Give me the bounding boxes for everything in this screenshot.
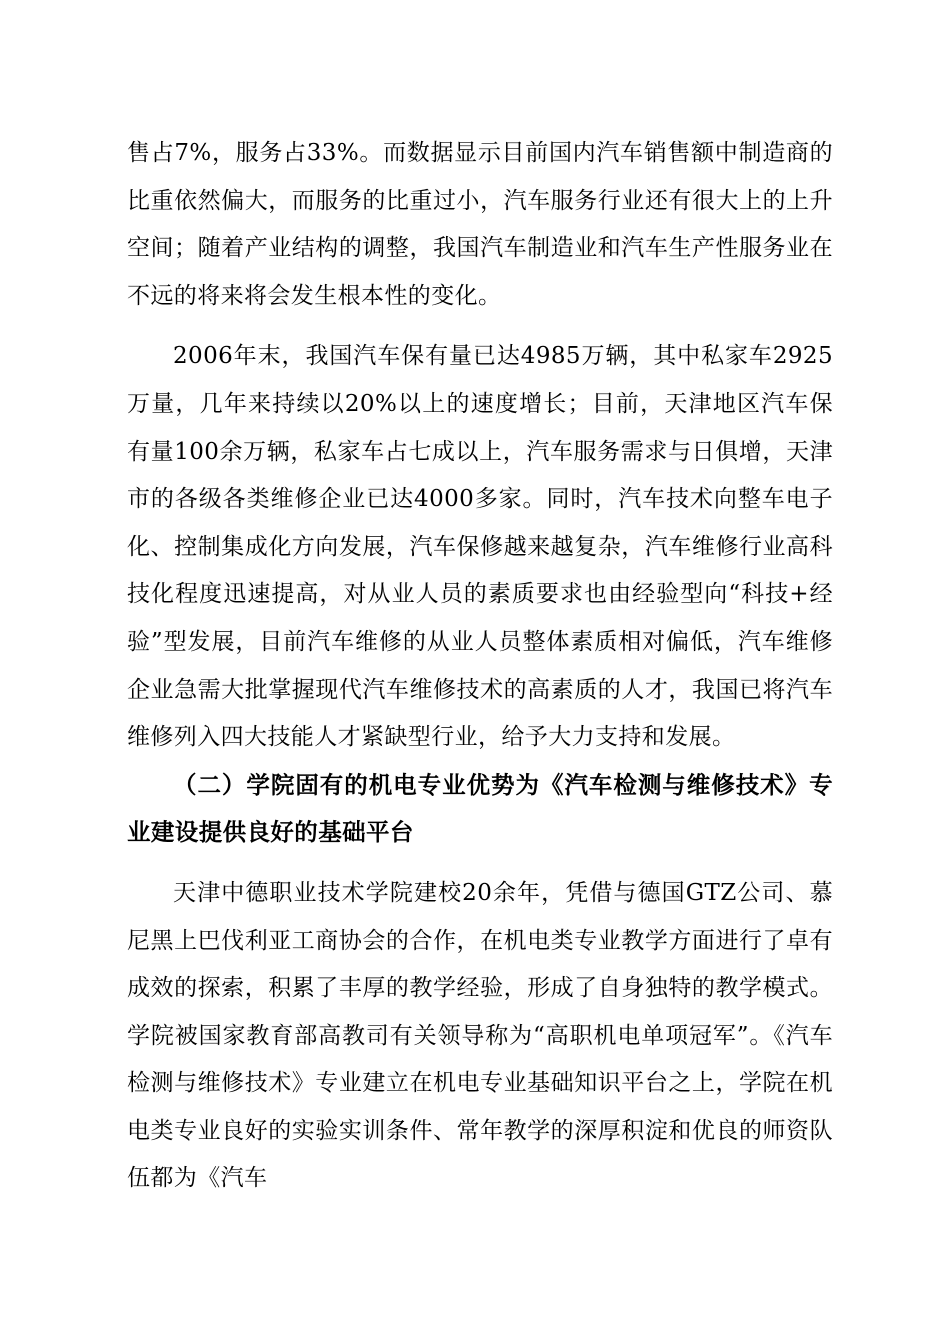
paragraph-service-share: 售占7%，服务占33%。而数据显示目前国内汽车销售额中制造商的比重依然偏大，而服务的比重过小，汽车服务行业还有很大上的上升空间；随着产业结构的调整，我国汽车制造业和汽车生产性服务业在不远的将来将会发生根本性的变化。 (127, 140, 833, 309)
paragraph-college-background: 天津中德职业技术学院建校20余年，凭借与德国GTZ公司、慕尼黑上巴伐利亚工商协会的合作，在机电类专业教学方面进行了卓有成效的探索，积累了丰厚的教学经验，形成了自身独特的教学模式。学院被国家教育部高教司有关领导称为“高职机电单项冠军”。《汽车检测与维修技术》专业建立在机电专业基础知识平台之上，学院在机电类专业良好的实验实训条件、常年教学的深厚积淀和优良的师资队伍都为《汽车 (127, 879, 833, 1192)
paragraph-car-ownership: 2006年末，我国汽车保有量已达4985万辆，其中私家车2925万量，几年来持续以20%以上的速度增长；目前，天津地区汽车保有量100余万辆，私家车占七成以上，汽车服务需求与日俱增，天津市的各级各类维修企业已达4000多家。同时，汽车技术向整车电子化、控制集成化方向发展，汽车保修越来越复杂，汽车维修行业高科技化程度迅速提高，对从业人员的素质要求也由经验型向“科技+经验”型发展，目前汽车维修的从业人员整体素质相对偏低，汽车维修企业急需大批掌握现代汽车维修技术的高素质的人才，我国已将汽车维修列入四大技能人才紧缺型行业，给予大力支持和发展。 (127, 343, 833, 751)
document-page (127, 130, 833, 1203)
section-heading: （二）学院固有的机电专业优势为《汽车检测与维修技术》专业建设提供良好的基础平台 (127, 770, 833, 847)
